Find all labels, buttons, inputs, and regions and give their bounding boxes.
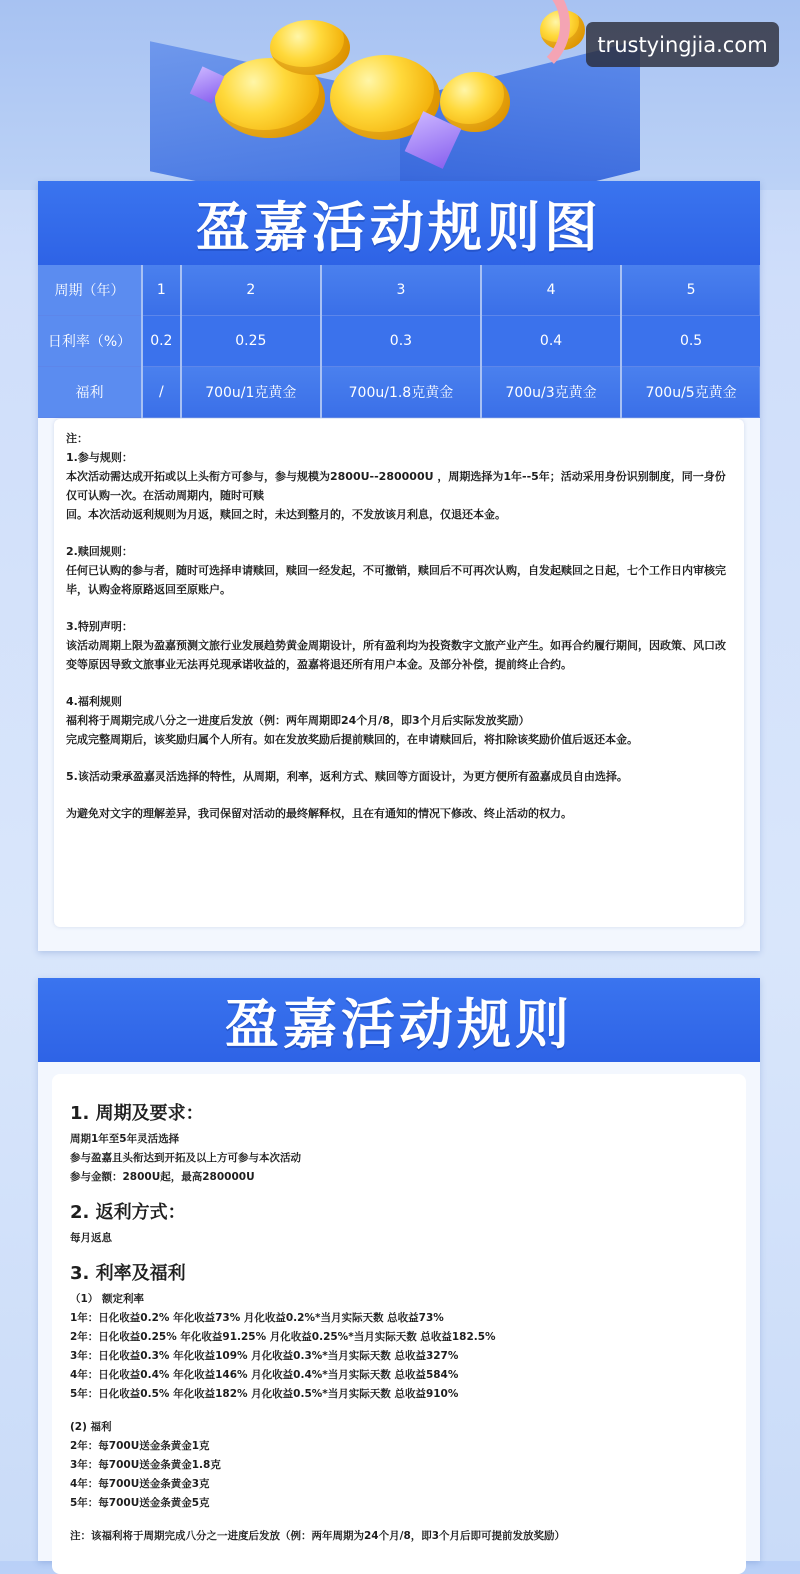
- spacer: [70, 1513, 728, 1527]
- table-cell: 700u/5克黄金: [621, 367, 760, 418]
- spacer: [66, 524, 732, 542]
- rate-line: 1年：日化收益0.2% 年化收益73% 月化收益0.2%*当月实际天数 总收益73%: [70, 1312, 444, 1324]
- notes-line: 3.特别声明：: [66, 620, 133, 633]
- rates-table: [38, 265, 760, 418]
- rate-line: 4年：日化收益0.4% 年化收益146% 月化收益0.4%*当月实际天数 总收益584%: [70, 1369, 459, 1381]
- spacer: [70, 1404, 728, 1418]
- panel-title: 盈嘉活动规则图: [38, 181, 760, 265]
- table-cell: 0.3: [321, 316, 481, 367]
- spacer: [70, 1248, 728, 1262]
- notes-line: 回。本次活动返利规则为月返，赎回之时，未达到整月的，不发放该月利息，仅退还本金。: [66, 508, 506, 521]
- section-heading: 2. 返利方式：: [70, 1202, 186, 1223]
- rate-line: 3年：日化收益0.3% 年化收益109% 月化收益0.3%*当月实际天数 总收益327%: [70, 1350, 459, 1362]
- notes-line: 为避免对文字的理解差异，我司保留对活动的最终解释权，且在有通知的情况下修改、终止活动的权力。: [66, 807, 572, 820]
- rules-chart-panel: [38, 181, 760, 951]
- notes-line: 任何已认购的参与者，随时可选择申请赎回，赎回一经发起，不可撤销，赎回后不可再次认购，自发起赎回之日起，七个工作日内审核完毕，认购金将原路返回至原账户。: [66, 564, 726, 596]
- section-heading: 3. 利率及福利: [70, 1263, 186, 1284]
- table-cell: 3: [321, 265, 481, 316]
- table-cell: 周期（年）: [38, 265, 142, 316]
- table-cell: 0.5: [621, 316, 760, 367]
- table-cell: 0.2: [142, 316, 181, 367]
- notes-line: 完成完整周期后，该奖励归属个人所有。如在发放奖励后提前赎回的，在申请赎回后，将扣除该奖励价值后返还本金。: [66, 733, 638, 746]
- table-cell: 700u/1克黄金: [181, 367, 321, 418]
- subsection-heading: （1） 额定利率: [70, 1293, 144, 1305]
- table-cell: 700u/1.8克黄金: [321, 367, 481, 418]
- footnote: 注：该福利将于周期完成八分之一进度后发放（例：两年周期为24个月/8，即3个月后即可提前发放奖励）: [70, 1530, 566, 1542]
- table-cell: 700u/3克黄金: [481, 367, 621, 418]
- notes-line: 1.参与规则：: [66, 451, 133, 464]
- welfare-line: 3年：每700U送金条黄金1.8克: [70, 1459, 221, 1471]
- table-cell: 0.4: [481, 316, 621, 367]
- table-cell: 2: [181, 265, 321, 316]
- gold-coin-icon: [270, 20, 350, 75]
- section-heading: 1. 周期及要求：: [70, 1103, 204, 1124]
- table-cell: 5: [621, 265, 760, 316]
- spacer: [66, 749, 732, 767]
- notes-line: 5.该活动秉承盈嘉灵活选择的特性，从周期，利率，返利方式、赎回等方面设计，为更方便所有盈嘉成员自由选择。: [66, 770, 628, 783]
- section-line: 参与金额：2800U起，最高280000U: [70, 1171, 255, 1183]
- watermark-badge: trustyingjia.com: [586, 22, 779, 67]
- welfare-line: 5年：每700U送金条黄金5克: [70, 1497, 210, 1509]
- section-line: 参与盈嘉且头衔达到开拓及以上方可参与本次活动: [70, 1152, 301, 1164]
- notes-line: 2.赎回规则：: [66, 545, 133, 558]
- rules-text-panel: [38, 978, 760, 1561]
- notes-line: 4.福利规则: [66, 695, 122, 708]
- spacer: [66, 674, 732, 692]
- table-cell: 4: [481, 265, 621, 316]
- table-cell: 1: [142, 265, 181, 316]
- table-cell: 日利率（%）: [38, 316, 142, 367]
- notes-line: 注：: [66, 432, 88, 445]
- section-line: 每月返息: [70, 1232, 112, 1244]
- notes-line: 福利将于周期完成八分之一进度后发放（例：两年周期即24个月/8，即3个月后实际发放奖励）: [66, 714, 530, 727]
- rate-line: 2年：日化收益0.25% 年化收益91.25% 月化收益0.25%*当月实际天数 总收益182.5%: [70, 1331, 496, 1343]
- subsection-heading: (2) 福利: [70, 1421, 112, 1433]
- notes-line: 该活动周期上限为盈嘉预测文旅行业发展趋势黄金周期设计，所有盈利均为投资数字文旅产业产生。如再合约履行期间，因政策、风口改变等原因导致文旅事业无法再兑现承诺收益的，盈嘉将退还所有用户本金。及部分补偿，提前终止合约。: [66, 639, 726, 671]
- welfare-line: 2年：每700U送金条黄金1克: [70, 1440, 210, 1452]
- welfare-line: 4年：每700U送金条黄金3克: [70, 1478, 210, 1490]
- table-cell: /: [142, 367, 181, 418]
- panel-title: 盈嘉活动规则: [38, 978, 760, 1062]
- table-row: [38, 265, 760, 316]
- spacer: [70, 1187, 728, 1201]
- rules-card: [52, 1074, 746, 1574]
- spacer: [66, 786, 732, 804]
- hero-decoration: [0, 0, 800, 190]
- table-row: [38, 367, 760, 418]
- table-cell: 0.25: [181, 316, 321, 367]
- notes-line: 本次活动需达成开拓或以上头衔方可参与，参与规模为2800U--280000U ，周期选择为1年--5年；活动采用身份识别制度，同一身份仅可认购一次。在活动周期内，随时可赎: [66, 470, 726, 502]
- section-line: 周期1年至5年灵活选择: [70, 1133, 180, 1145]
- table-cell: 福利: [38, 367, 142, 418]
- notes-card: [54, 419, 744, 927]
- spacer: [66, 599, 732, 617]
- table-row: [38, 316, 760, 367]
- rate-line: 5年：日化收益0.5% 年化收益182% 月化收益0.5%*当月实际天数 总收益910%: [70, 1388, 459, 1400]
